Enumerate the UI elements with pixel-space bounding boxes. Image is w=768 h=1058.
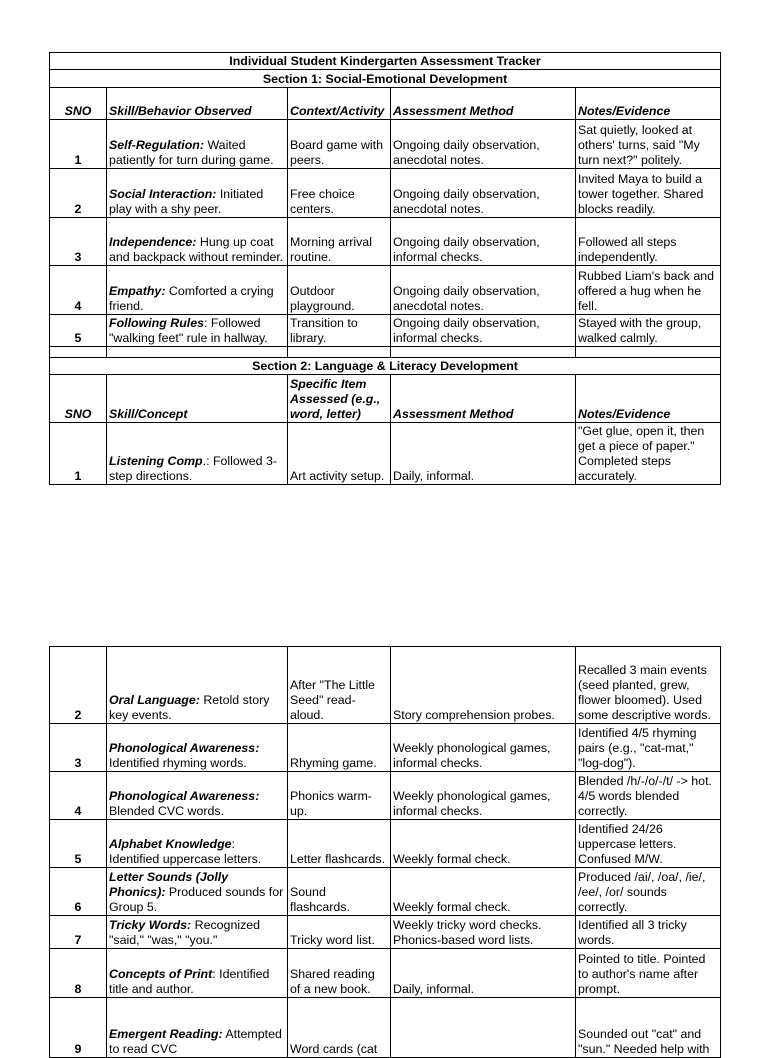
row-sno: 6	[50, 868, 107, 916]
header-notes: Notes/Evidence	[576, 375, 721, 423]
row-skill	[107, 998, 288, 1058]
row-context: Phonics warm-up.	[288, 772, 391, 820]
row-method: Ongoing daily observation, anecdotal notes.	[391, 266, 576, 315]
header-notes: Notes/Evidence	[576, 88, 721, 120]
row-context: Free choice centers.	[288, 169, 391, 218]
row-notes: Identified all 3 tricky words.	[576, 916, 721, 949]
row-context: Word cards (cat	[288, 998, 391, 1058]
skill-name: Phonological Awareness:	[109, 741, 260, 755]
table-row	[50, 647, 721, 724]
row-notes: Identified 4/5 rhyming pairs (e.g., "cat-mat," "log-dog").	[576, 724, 721, 772]
row-sno: 5	[50, 315, 107, 347]
header-skill: Skill/Concept	[107, 375, 288, 423]
table-row	[50, 120, 721, 169]
table-row	[50, 423, 721, 485]
row-sno: 1	[50, 423, 107, 485]
row-method	[391, 998, 576, 1058]
table-row	[50, 916, 721, 949]
skill-name: Alphabet Knowledge	[109, 837, 232, 851]
row-notes: "Get glue, open it, then get a piece of paper." Completed steps accurately.	[576, 423, 721, 485]
row-context: Transition to library.	[288, 315, 391, 347]
row-sno: 2	[50, 169, 107, 218]
row-method: Weekly phonological games, informal checks.	[391, 772, 576, 820]
assessment-table-part-2	[49, 646, 721, 1058]
row-notes: Invited Maya to build a tower together. Shared blocks readily.	[576, 169, 721, 218]
skill-name: Oral Language:	[109, 693, 200, 707]
table-row	[50, 868, 721, 916]
header-sno: SNO	[50, 375, 107, 423]
skill-description: : Identified uppercase letters.	[109, 837, 262, 866]
skill-description: Identified rhyming words.	[109, 756, 247, 770]
skill-description: Attempted to read CVC	[109, 1027, 282, 1056]
skill-name: Phonological Awareness:	[109, 789, 260, 803]
skill-name: Concepts of Print	[109, 967, 213, 981]
section2-header-row	[50, 375, 721, 423]
skill-description: Retold story key events.	[109, 693, 270, 722]
row-skill	[107, 315, 288, 347]
assessment-table-part-1	[49, 52, 721, 485]
section1-title: Section 1: Social-Emotional Development	[50, 70, 721, 88]
section2-title: Section 2: Language & Literacy Development	[50, 358, 721, 375]
row-notes: Stayed with the group, walked calmly.	[576, 315, 721, 347]
row-sno: 2	[50, 647, 107, 724]
row-skill	[107, 868, 288, 916]
row-notes: Sounded out "cat" and "sun." Needed help with	[576, 998, 721, 1058]
skill-name: Emergent Reading:	[109, 1027, 223, 1041]
row-sno: 1	[50, 120, 107, 169]
row-context: Sound flashcards.	[288, 868, 391, 916]
header-method: Assessment Method	[391, 375, 576, 423]
skill-name: Independence:	[109, 235, 197, 249]
row-sno: 3	[50, 218, 107, 266]
row-method: Ongoing daily observation, informal checks.	[391, 218, 576, 266]
header-skill: Skill/Behavior Observed	[107, 88, 288, 120]
row-context: Morning arrival routine.	[288, 218, 391, 266]
row-context: After "The Little Seed" read-aloud.	[288, 647, 391, 724]
skill-name: Self-Regulation:	[109, 138, 204, 152]
table-row	[50, 218, 721, 266]
row-context: Tricky word list.	[288, 916, 391, 949]
skill-name: Letter Sounds (Jolly Phonics):	[109, 870, 229, 899]
row-sno: 5	[50, 820, 107, 868]
header-context: Context/Activity	[288, 88, 391, 120]
table-row	[50, 820, 721, 868]
row-notes: Followed all steps independently.	[576, 218, 721, 266]
row-skill	[107, 423, 288, 485]
row-context: Board game with peers.	[288, 120, 391, 169]
skill-description: Waited patiently for turn during game.	[109, 138, 274, 167]
row-context: Outdoor playground.	[288, 266, 391, 315]
row-notes: Blended /h/-/o/-/t/ -> hot. 4/5 words blended correctly.	[576, 772, 721, 820]
table-row	[50, 724, 721, 772]
table-row	[50, 949, 721, 998]
row-sno: 8	[50, 949, 107, 998]
table-row	[50, 998, 721, 1058]
row-skill	[107, 772, 288, 820]
row-sno: 9	[50, 998, 107, 1058]
row-skill	[107, 169, 288, 218]
row-method: Ongoing daily observation, anecdotal notes.	[391, 169, 576, 218]
row-skill	[107, 916, 288, 949]
table-row	[50, 772, 721, 820]
skill-description: Blended CVC words.	[109, 804, 225, 818]
header-method: Assessment Method	[391, 88, 576, 120]
skill-description: Hung up coat and backpack without reminder.	[109, 235, 284, 264]
row-method: Weekly phonological games, informal checks.	[391, 724, 576, 772]
skill-description: Initiated play with a shy peer.	[109, 187, 264, 216]
row-skill	[107, 949, 288, 998]
table-row	[50, 315, 721, 347]
row-method: Story comprehension probes.	[391, 647, 576, 724]
row-sno: 4	[50, 266, 107, 315]
skill-description: Recognized "said," "was," "you."	[109, 918, 261, 947]
row-notes: Pointed to title. Pointed to author's name after prompt.	[576, 949, 721, 998]
header-sno: SNO	[50, 88, 107, 120]
row-notes: Identified 24/26 uppercase letters. Confused M/W.	[576, 820, 721, 868]
skill-name: Tricky Words:	[109, 918, 192, 932]
row-context: Art activity setup.	[288, 423, 391, 485]
skill-name: Listening Comp	[109, 454, 203, 468]
row-method: Weekly formal check.	[391, 820, 576, 868]
skill-description: Comforted a crying friend.	[109, 284, 274, 313]
row-method: Ongoing daily observation, anecdotal notes.	[391, 120, 576, 169]
row-skill	[107, 820, 288, 868]
row-method: Ongoing daily observation, informal checks.	[391, 315, 576, 347]
row-sno: 7	[50, 916, 107, 949]
row-skill	[107, 120, 288, 169]
row-notes: Rubbed Liam's back and offered a hug when he fell.	[576, 266, 721, 315]
table-row	[50, 169, 721, 218]
row-method: Daily, informal.	[391, 423, 576, 485]
row-method: Daily, informal.	[391, 949, 576, 998]
header-item: Specific Item Assessed (e.g., word, letter)	[288, 375, 391, 423]
skill-description: Produced sounds for Group 5.	[109, 885, 284, 914]
row-skill	[107, 266, 288, 315]
row-skill	[107, 218, 288, 266]
skill-description: : Followed "walking feet" rule in hallway.	[109, 316, 268, 345]
row-method: Weekly formal check.	[391, 868, 576, 916]
row-context: Shared reading of a new book.	[288, 949, 391, 998]
row-method: Weekly tricky word checks. Phonics-based word lists.	[391, 916, 576, 949]
table-row	[50, 266, 721, 315]
row-skill	[107, 647, 288, 724]
skill-description: : Identified title and author.	[109, 967, 270, 996]
skill-description: .: Followed 3-step directions.	[109, 454, 277, 483]
row-notes: Sat quietly, looked at others' turns, said "My turn next?" politely.	[576, 120, 721, 169]
row-notes: Recalled 3 main events (seed planted, grew, flower bloomed). Used some descriptive words.	[576, 647, 721, 724]
row-context: Letter flashcards.	[288, 820, 391, 868]
row-sno: 4	[50, 772, 107, 820]
tracker-title: Individual Student Kindergarten Assessment Tracker	[50, 53, 721, 70]
section1-header-row	[50, 88, 721, 120]
blank-row	[50, 347, 721, 358]
skill-name: Social Interaction:	[109, 187, 217, 201]
row-sno: 3	[50, 724, 107, 772]
row-context: Rhyming game.	[288, 724, 391, 772]
row-skill	[107, 724, 288, 772]
skill-name: Following Rules	[109, 316, 204, 330]
skill-name: Empathy:	[109, 284, 166, 298]
row-notes: Produced /ai/, /oa/, /ie/, /ee/, /or/ sounds correctly.	[576, 868, 721, 916]
